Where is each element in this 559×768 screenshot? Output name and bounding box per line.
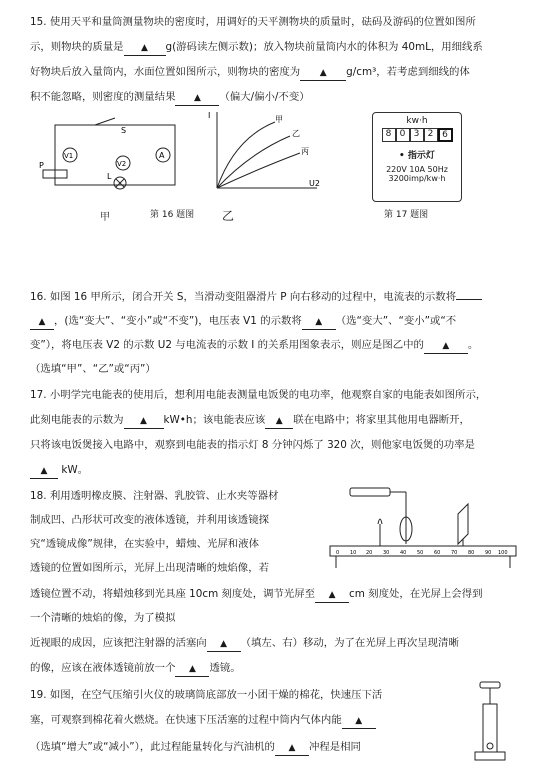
switch-label: S — [121, 126, 127, 135]
q19-text-2a: 塞，可观察到棉花着火燃烧。在快速下压活塞的过程中筒内气体内能 — [30, 714, 342, 726]
q15-line-1 — [30, 15, 476, 29]
q17-line-3 — [30, 438, 475, 452]
ruler-tick: 0 — [336, 550, 340, 556]
answer-blank[interactable]: ▲ — [315, 587, 349, 603]
answer-blank[interactable]: ▲ — [275, 740, 309, 756]
answer-blank[interactable]: ▲ — [424, 338, 468, 354]
q18-line-6 — [30, 611, 175, 625]
curve-jia-label: 甲 — [275, 115, 283, 124]
q15-text-4a: 积不能忽略，则密度的测量结果 — [30, 91, 176, 103]
q17-text-2c: 联在电路中；将家里其他用电器断开， — [293, 414, 470, 426]
axis-u2-label: U2 — [309, 179, 320, 188]
meter-unit: kw·h — [406, 116, 428, 126]
q17-text-1: 17. 小明学完电能表的使用后，想利用电能表测量电饭煲的电功率，他观察自家的电能表如图所示， — [30, 389, 487, 401]
ruler-tick: 50 — [417, 550, 424, 556]
fire-piston — [470, 680, 510, 768]
q15-text-4b: （偏大/偏小/不变） — [219, 91, 310, 103]
answer-blank[interactable]: ▲ — [175, 661, 209, 677]
q18-line-5 — [30, 587, 482, 603]
ruler-tick: 20 — [366, 550, 373, 556]
q18-line-8 — [30, 661, 241, 677]
caption-yi: 乙 — [222, 209, 235, 223]
q15-text-3a: 好物块后放入量筒内，水面位置如图所示，则物块的密度为 — [30, 66, 301, 78]
q19-text-1: 19. 如图，在空气压缩引火仪的玻璃筒底部放一小团干燥的棉花，快速压下活 — [30, 689, 383, 701]
q16-text-4: （选填“甲”、“乙”或“丙”） — [30, 363, 156, 375]
ruler-tick: 100 — [498, 550, 508, 556]
answer-blank[interactable]: ▲ — [342, 713, 376, 729]
caption-jia: 甲 — [100, 212, 110, 223]
q17-text-3: 只将该电饭煲接入电路中，观察到电能表的指示灯 8 分钟闪烁了 320 次，则他家电饭煲的功率是 — [30, 439, 475, 451]
optical-bench — [328, 484, 520, 574]
q16-text-2b: （选“变大”、“变小”或“不 — [335, 315, 457, 327]
q18-text-4: 透镜的位置如图所示，光屏上出现清晰的烛焰像，若 — [30, 562, 269, 574]
q19-line-2 — [30, 713, 376, 729]
q15-text-2a: 示，则物块的质量是 — [30, 41, 124, 53]
q15-line-4 — [30, 90, 310, 106]
rheostat-label: P — [39, 161, 44, 170]
meter-spec-2: 3200imp/kw·h — [388, 174, 446, 183]
q16-text-2a: ，(选“变大”、“变小”或“不变”)，电压表 V1 的示数将 — [54, 315, 302, 327]
q18-text-6: 一个清晰的烛焰的像，为了模拟 — [30, 612, 176, 624]
q19-line-3 — [30, 740, 361, 756]
answer-blank[interactable]: ▲ — [265, 413, 293, 429]
ammeter-label: A — [159, 151, 165, 160]
q16-line-2 — [30, 314, 456, 330]
q19-text-3a: （选填“增大”或“减小”），此过程能量转化与汽油机的 — [30, 741, 275, 753]
q18-text-5b: cm 刻度处，在光屏上会得到 — [349, 588, 483, 600]
meter-indicator: • 指示灯 — [399, 151, 435, 161]
q18-text-2: 制成凹、凸形状可改变的液体透镜，并利用该透镜探 — [30, 514, 269, 526]
q16-line-4 — [30, 362, 156, 376]
q17-text-2a: 此刻电能表的示数为 — [30, 414, 124, 426]
circuit-diagram — [35, 115, 185, 195]
q18-text-7b: （填左、右）移动，为了在光屏上再次呈现清晰 — [240, 637, 459, 649]
q16-text-3b: 。 — [467, 339, 479, 351]
meter-digits — [373, 128, 461, 142]
ruler-tick: 60 — [434, 550, 441, 556]
q18-text-1: 18. 利用透明橡皮膜、注射器、乳胶管、止水夹等器材 — [30, 490, 279, 502]
q16-line-3 — [30, 338, 478, 354]
ruler-tick: 70 — [451, 550, 458, 556]
answer-blank[interactable]: ▲ — [175, 90, 219, 106]
ruler-tick: 40 — [400, 550, 407, 556]
meter-digit: 6 — [438, 128, 453, 142]
meter-digit: 3 — [410, 128, 424, 142]
caption-fig16: 第 16 题图 — [150, 210, 195, 220]
q17-line-2 — [30, 413, 470, 429]
q18-line-7 — [30, 636, 459, 652]
q18-text-3: 究“透镜成像”规律，在实验中，蜡烛、光屏和液体 — [30, 538, 259, 550]
ruler-tick: 30 — [383, 550, 390, 556]
curve-bing-label: 丙 — [301, 147, 309, 156]
q18-line-4 — [30, 561, 269, 575]
q18-text-8a: 的像，应该在液体透镜前放一个 — [30, 662, 176, 674]
ruler-tick: 90 — [485, 550, 492, 556]
q19-text-3b: 冲程是相同 — [308, 741, 361, 753]
q16-line-1 — [30, 290, 482, 304]
q15-text-1: 15. 使用天平和量筒测量物块的密度时，用调好的天平测物块的质量时，砝码及游码的位置如图所 — [30, 16, 476, 28]
q17-text-4: kW。 — [61, 464, 88, 476]
meter-digit: 8 — [382, 128, 396, 142]
q17-line-1 — [30, 388, 486, 402]
answer-blank[interactable]: ▲ — [124, 40, 166, 56]
meter-spec-1: 220V 10A 50Hz — [386, 165, 448, 174]
ruler-tick: 80 — [468, 550, 475, 556]
answer-blank[interactable]: ▲ — [207, 636, 241, 652]
q15-line-2 — [30, 40, 483, 56]
q16-text-1: 16. 如图 16 甲所示，闭合开关 S，当滑动变阻器滑片 P 向右移动的过程中，电流表的示数将 — [30, 291, 457, 303]
answer-blank[interactable]: ▲ — [124, 413, 164, 429]
q18-text-7a: 近视眼的成因，应该把注射器的活塞向 — [30, 637, 207, 649]
answer-blank[interactable]: ▲ — [300, 65, 346, 81]
q19-line-1 — [30, 688, 382, 702]
q17-line-4 — [30, 463, 88, 479]
q18-line-3 — [30, 537, 259, 551]
q16-text-3a: 变”），将电压表 V2 的示数 U2 与电流表的示数 I 的关系用图象表示，则应是图乙中的 — [30, 339, 424, 351]
q18-line-2 — [30, 513, 269, 527]
axis-i-label: I — [208, 111, 211, 120]
answer-blank[interactable]: ▲ — [30, 314, 54, 330]
caption-fig17: 第 17 题图 — [384, 210, 429, 220]
answer-blank[interactable]: ▲ — [30, 463, 58, 479]
q15-text-2b: g(游码读左侧示数)；放入物块前量筒内水的体积为 40mL，用细线系 — [165, 41, 483, 53]
q18-text-5a: 透镜位置不动，将蜡烛移到光具座 10cm 刻度处，调节光屏至 — [30, 588, 316, 600]
voltmeter-1-label: V1 — [64, 152, 74, 160]
meter-digit: 2 — [424, 128, 438, 142]
q18-text-8b: 透镜。 — [209, 662, 241, 674]
answer-blank[interactable] — [456, 299, 482, 300]
q18-line-1 — [30, 489, 278, 503]
answer-blank[interactable]: ▲ — [302, 314, 336, 330]
lamp-label: L — [107, 172, 112, 181]
q17-text-2b: kW•h；该电能表应该 — [163, 414, 266, 426]
curve-yi-label: 乙 — [292, 129, 300, 138]
voltmeter-2-label: V2 — [117, 160, 127, 168]
iu-graph — [205, 108, 325, 196]
ruler-tick: 10 — [350, 550, 357, 556]
energy-meter — [372, 112, 462, 202]
q15-line-3 — [30, 65, 470, 81]
meter-digit: 0 — [396, 128, 410, 142]
q15-text-3b: g/cm³，若考虑到细线的体 — [346, 66, 470, 78]
